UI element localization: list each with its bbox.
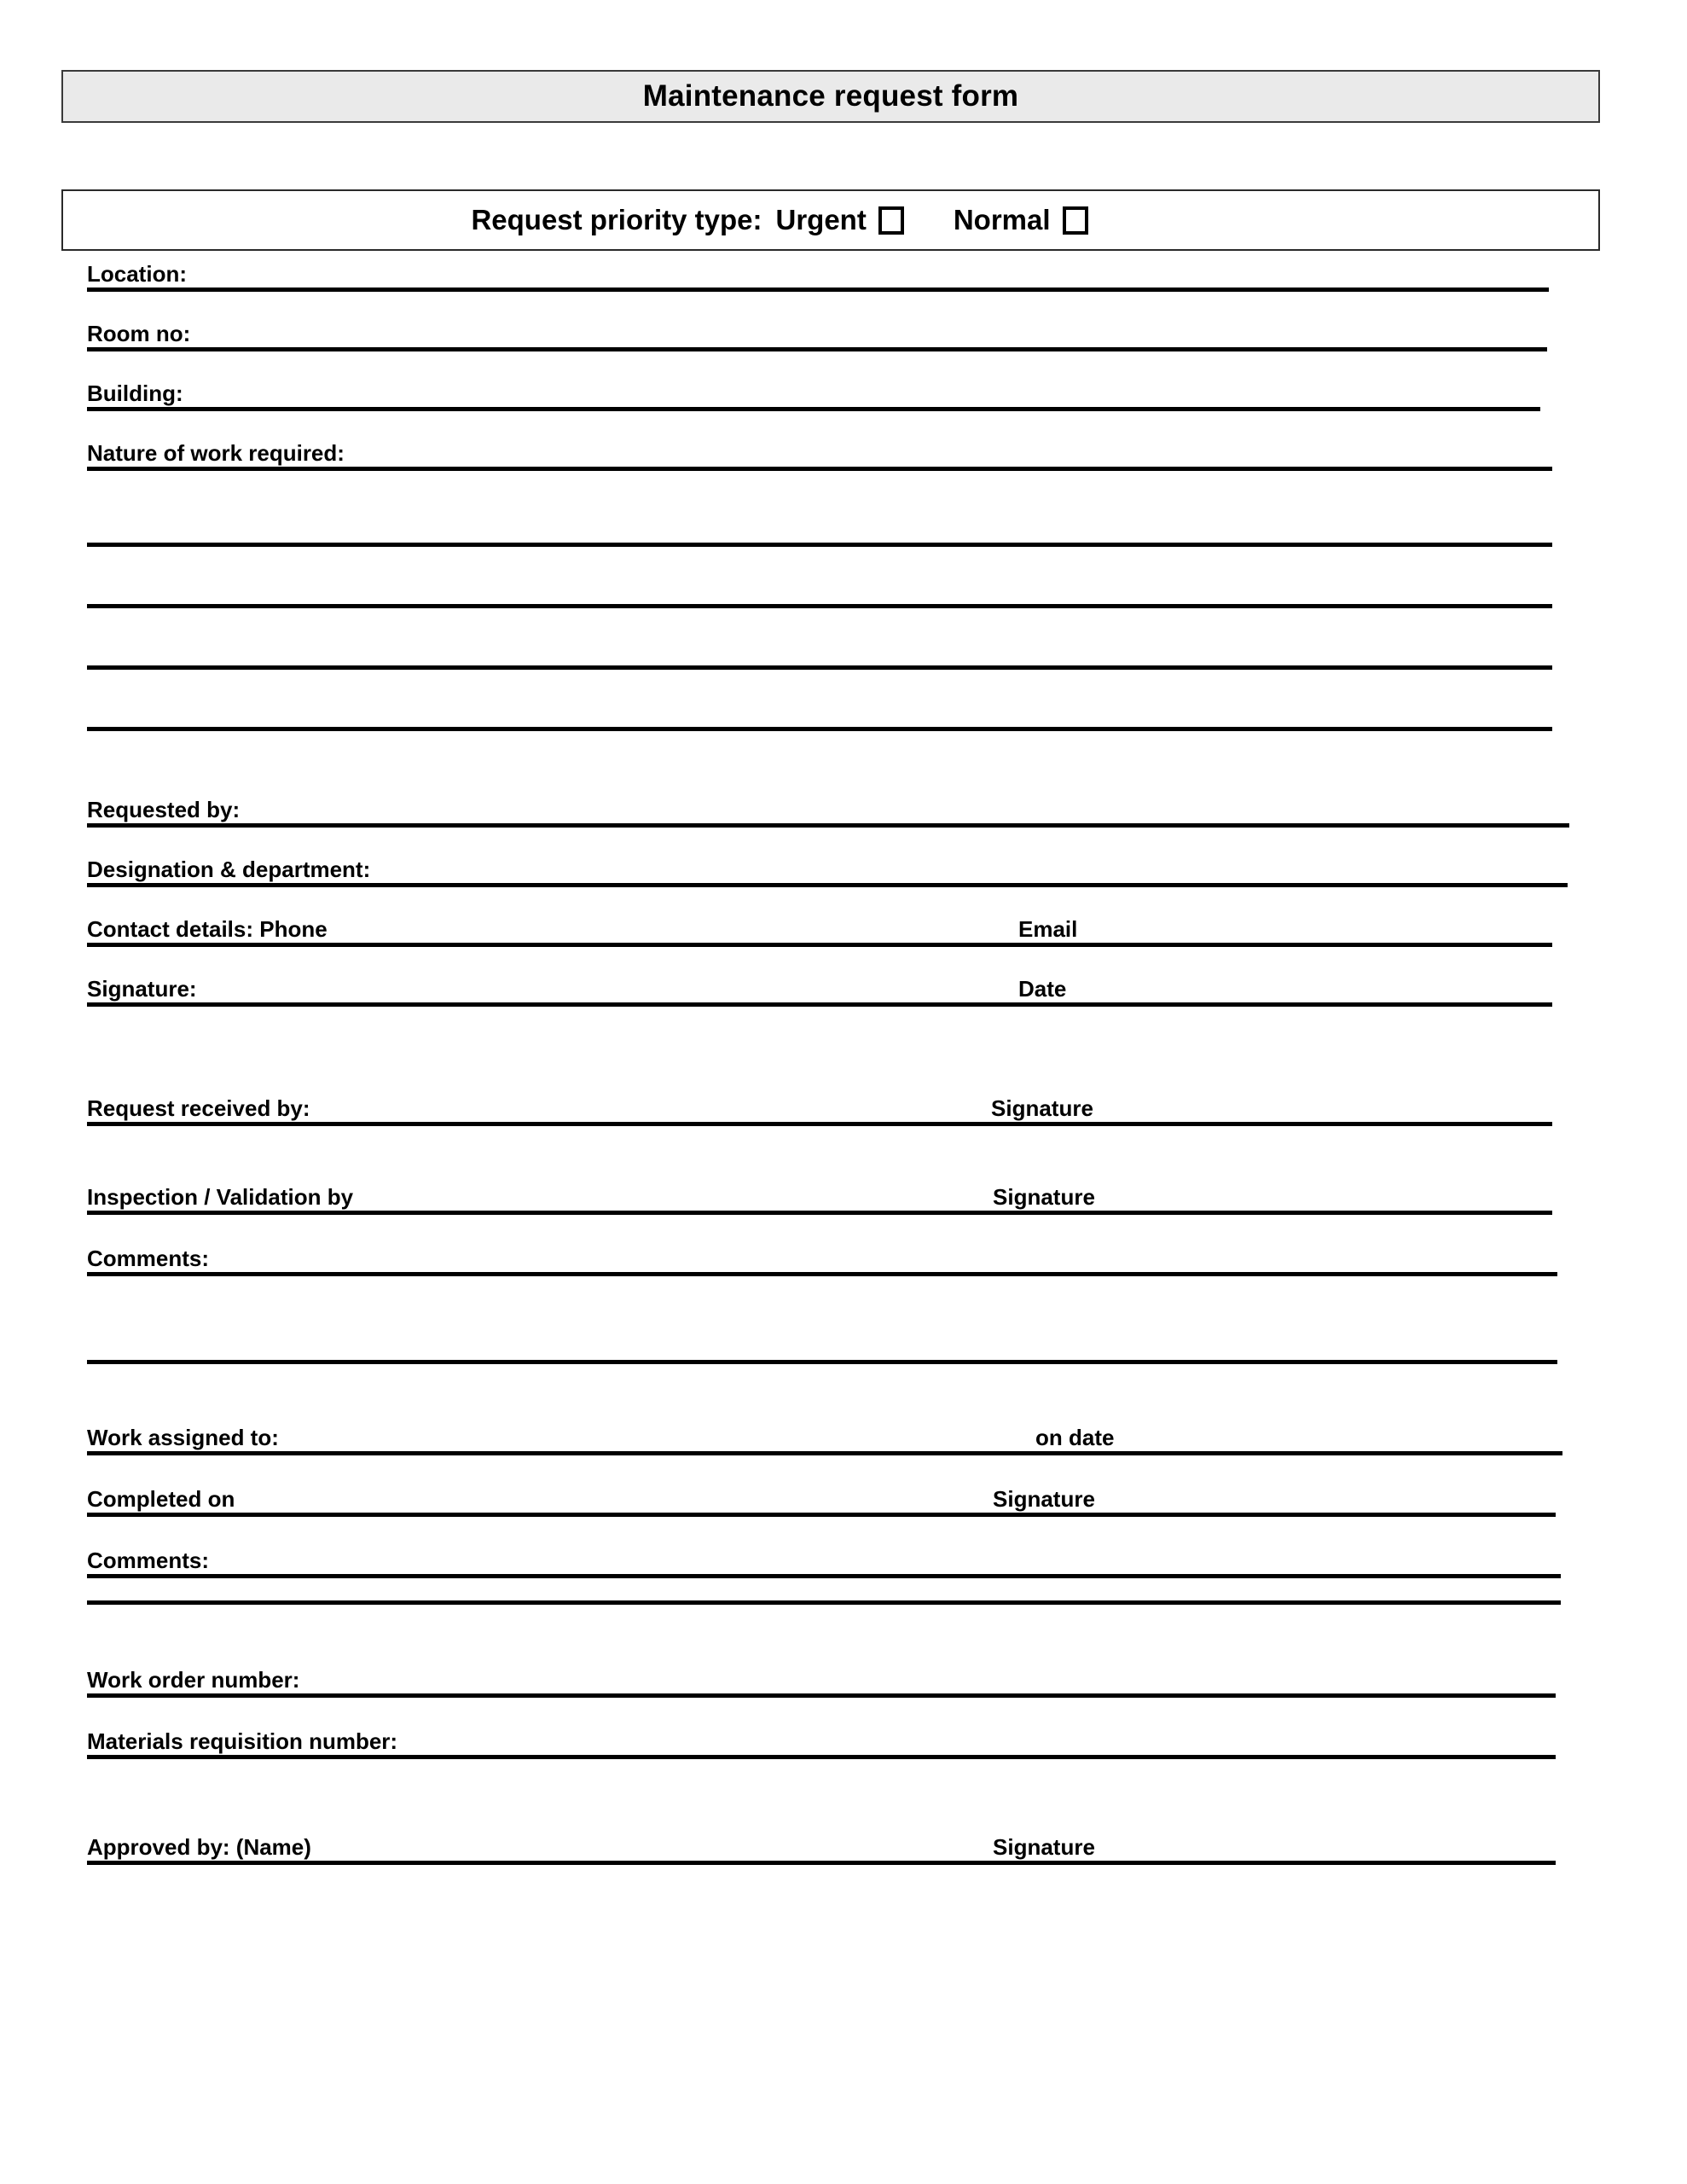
location-field[interactable] [87,253,1549,292]
room-no-label: Room no: [87,320,191,346]
signature-field[interactable] [87,967,1018,1007]
signature-label: Signature: [87,975,197,1002]
completed-on-label: Completed on [87,1485,235,1512]
inspection-comments-line-2[interactable] [87,1360,1557,1364]
requested-by-input[interactable] [240,822,1569,823]
request-received-signature-label: Signature [991,1095,1093,1121]
work-comments-line-2[interactable] [87,1600,1561,1605]
work-order-number-field[interactable] [87,1658,1556,1698]
inspection-comments-input[interactable] [209,1271,1557,1272]
work-comments-input[interactable] [209,1573,1561,1574]
request-received-signature-field[interactable] [991,1087,1552,1126]
field-row-requested-by [87,788,1569,828]
nature-of-work-line-3[interactable] [87,604,1552,608]
on-date-input[interactable] [1114,1450,1562,1451]
priority-option-normal[interactable] [954,204,1088,236]
field-row-materials-requisition-number [87,1720,1556,1759]
location-input[interactable] [187,287,1549,288]
nature-of-work-field[interactable] [87,432,1552,471]
designation-department-field[interactable] [87,848,1568,887]
inspection-signature-input[interactable] [1095,1210,1552,1211]
contact-email-label: Email [1018,915,1078,942]
field-row-location [87,253,1549,292]
approved-signature-field[interactable] [993,1826,1556,1865]
page-title: Maintenance request form [642,79,1019,113]
contact-phone-label: Contact details: Phone [87,915,328,942]
room-no-field[interactable] [87,312,1547,351]
building-label: Building: [87,380,183,406]
date-label: Date [1018,975,1067,1002]
contact-phone-field[interactable] [87,908,1018,947]
completed-signature-field[interactable] [993,1478,1556,1517]
inspection-validation-by-label: Inspection / Validation by [87,1183,354,1210]
priority-type-label: Request priority type: [471,204,762,235]
completed-on-field[interactable] [87,1478,993,1517]
designation-department-input[interactable] [370,882,1568,883]
inspection-comments-label: Comments: [87,1245,210,1271]
room-no-input[interactable] [190,346,1547,347]
field-row-work-order-number [87,1658,1556,1698]
priority-type-box [61,189,1600,251]
designation-department-label: Designation & department: [87,856,371,882]
field-row-work-assigned-to [87,1416,1562,1455]
inspection-validation-by-input[interactable] [353,1210,993,1211]
contact-phone-input[interactable] [328,942,1018,943]
materials-requisition-number-input[interactable] [397,1754,1556,1755]
requested-by-label: Requested by: [87,796,241,822]
priority-option-urgent-label: Urgent [775,204,867,235]
on-date-label: on date [1035,1424,1115,1450]
field-row-inspection-validation [87,1176,1552,1215]
approved-signature-label: Signature [993,1833,1095,1860]
completed-signature-input[interactable] [1095,1512,1556,1513]
materials-requisition-number-label: Materials requisition number: [87,1728,398,1754]
building-field[interactable] [87,372,1540,411]
location-label: Location: [87,260,187,287]
inspection-validation-by-field[interactable] [87,1176,993,1215]
work-assigned-to-field[interactable] [87,1416,1035,1455]
nature-of-work-input[interactable] [345,466,1552,467]
field-row-work-comments [87,1539,1561,1578]
field-row-designation-department [87,848,1568,887]
inspection-comments-field[interactable] [87,1237,1557,1276]
work-order-number-label: Work order number: [87,1666,300,1693]
approved-by-label: Approved by: (Name) [87,1833,311,1860]
work-assigned-to-input[interactable] [279,1450,1035,1451]
nature-of-work-line-4[interactable] [87,665,1552,670]
field-row-request-received-by [87,1087,1552,1126]
request-received-by-input[interactable] [310,1121,991,1122]
field-row-signature-date [87,967,1552,1007]
priority-option-normal-label: Normal [953,204,1051,235]
field-row-completed-on [87,1478,1556,1517]
approved-signature-input[interactable] [1095,1860,1556,1861]
nature-of-work-line-5[interactable] [87,727,1552,731]
work-comments-field[interactable] [87,1539,1561,1578]
field-row-nature-of-work [87,432,1552,471]
contact-email-field[interactable] [1018,908,1552,947]
checkbox-normal[interactable] [1063,206,1088,235]
approved-by-input[interactable] [311,1860,993,1861]
contact-email-input[interactable] [1077,942,1552,943]
priority-option-urgent[interactable] [776,204,904,236]
field-row-room-no [87,312,1547,351]
request-received-by-field[interactable] [87,1087,991,1126]
completed-on-input[interactable] [235,1512,993,1513]
requested-by-field[interactable] [87,788,1569,828]
priority-type-row [471,204,1087,236]
inspection-signature-label: Signature [993,1183,1095,1210]
approved-by-field[interactable] [87,1826,993,1865]
field-row-inspection-comments [87,1237,1557,1276]
nature-of-work-line-2[interactable] [87,543,1552,547]
on-date-field[interactable] [1035,1416,1562,1455]
field-row-contact-details [87,908,1552,947]
materials-requisition-number-field[interactable] [87,1720,1556,1759]
nature-of-work-label: Nature of work required: [87,439,345,466]
checkbox-urgent[interactable] [878,206,904,235]
request-received-signature-input[interactable] [1093,1121,1552,1122]
building-input[interactable] [183,406,1540,407]
work-assigned-to-label: Work assigned to: [87,1424,279,1450]
work-comments-label: Comments: [87,1547,210,1573]
inspection-signature-field[interactable] [993,1176,1552,1215]
form-title-box [61,70,1600,123]
date-field[interactable] [1018,967,1552,1007]
field-row-approved-by [87,1826,1556,1865]
completed-signature-label: Signature [993,1485,1095,1512]
field-row-building [87,372,1540,411]
request-received-by-label: Request received by: [87,1095,310,1121]
